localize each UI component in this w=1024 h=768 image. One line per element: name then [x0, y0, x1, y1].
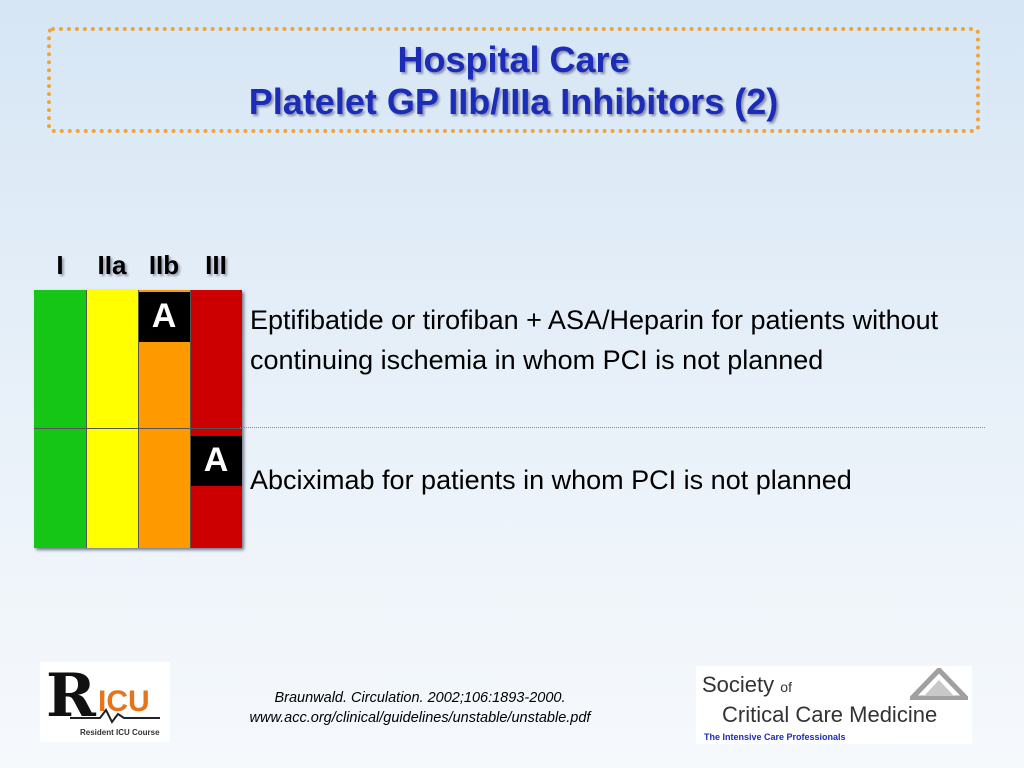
class-header-iii: III	[205, 250, 227, 280]
row1-class-iia-cell	[86, 290, 138, 428]
ricu-logo-mark: R	[46, 661, 96, 731]
row1-class-i-cell	[34, 290, 86, 428]
sccm-triangle-icon	[910, 668, 968, 700]
row-separator	[240, 427, 985, 428]
sccm-logo-society: Society	[702, 672, 775, 697]
recommendation-grid	[34, 290, 242, 548]
title-line-2: Platelet GP IIb/IIIa Inhibitors (2)	[248, 81, 779, 122]
sccm-logo	[696, 666, 972, 744]
sccm-logo-line1	[702, 672, 792, 700]
grid-divider	[190, 290, 191, 548]
grid-row-divider	[34, 428, 242, 429]
ricu-logo	[40, 662, 170, 742]
class-header-iia: IIa	[97, 250, 127, 280]
row2-class-iib-cell	[138, 428, 190, 548]
row1-badge-underline	[138, 340, 190, 342]
title-box	[47, 27, 980, 133]
grid-divider	[138, 290, 139, 548]
row2-evidence-badge: A	[190, 436, 242, 484]
grid-divider	[86, 290, 87, 548]
title-line-1: Hospital Care	[397, 39, 630, 80]
class-header-iib: IIb	[148, 250, 180, 280]
ricu-logo-subtitle: Resident ICU Course	[80, 728, 160, 737]
heartbeat-icon	[70, 708, 160, 724]
row2-badge-underline	[190, 484, 242, 486]
citation	[190, 688, 650, 728]
row2-class-i-cell	[34, 428, 86, 548]
row1-recommendation-text: Eptifibatide or tirofiban + ASA/Heparin for patients without continuing ischemia in whom PCI is not planned	[250, 305, 939, 375]
sccm-logo-tagline: The Intensive Care Professionals	[704, 732, 846, 742]
row1-class-iii-cell	[190, 290, 242, 428]
class-headers	[34, 250, 244, 284]
sccm-logo-line2: Critical Care Medicine	[722, 702, 938, 727]
citation-line-1: Braunwald. Circulation. 2002;106:1893-2000.	[274, 690, 566, 706]
row2-class-iia-cell	[86, 428, 138, 548]
citation-line-2: www.acc.org/clinical/guidelines/unstable/unstable.pdf	[249, 710, 591, 726]
row2-recommendation-text: Abciximab for patients in whom PCI is not planned	[250, 465, 852, 495]
row1-evidence-badge: A	[138, 292, 190, 340]
class-header-i: I	[56, 250, 64, 280]
sccm-logo-of: of	[780, 679, 792, 695]
ricu-logo-accent: ICU	[98, 685, 150, 718]
